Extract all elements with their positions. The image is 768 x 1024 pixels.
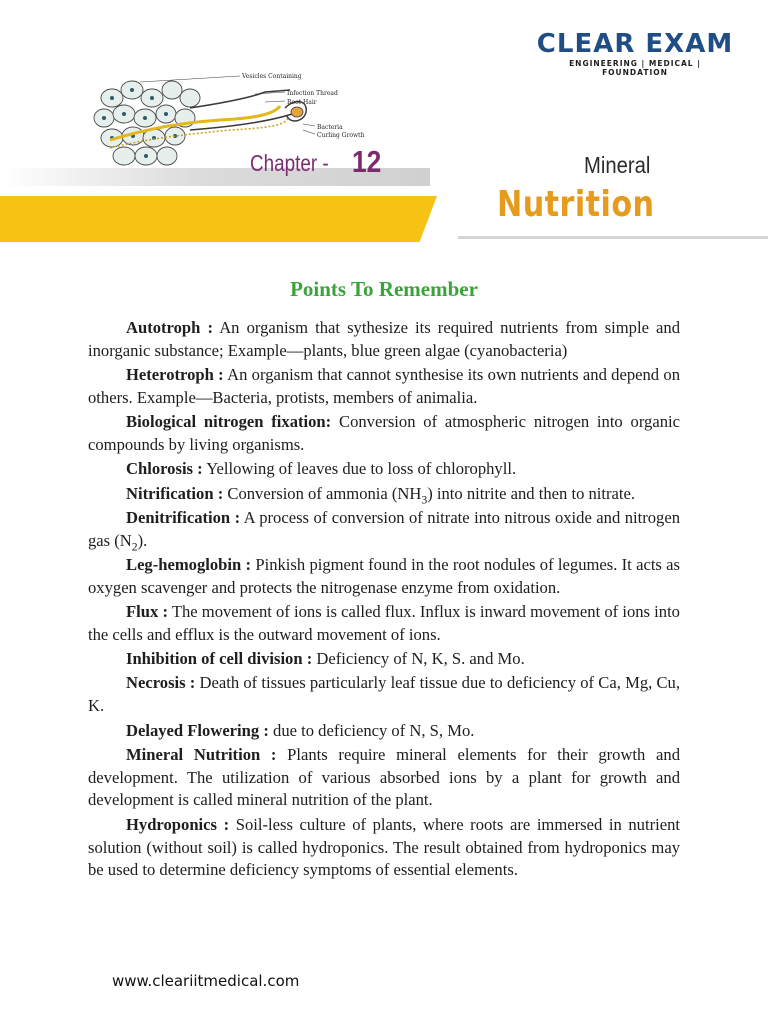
definition-term: Flux :	[126, 602, 168, 622]
definition-item	[88, 648, 680, 671]
definition-item	[88, 483, 680, 506]
definition-term: Necrosis :	[126, 673, 196, 693]
footer-website-link[interactable]: www.cleariitmedical.com	[112, 972, 300, 990]
subscript: 3	[421, 492, 428, 506]
definition-text: ) into nitrite and then to nitrate.	[427, 483, 636, 503]
chapter-title-line-1: Mineral	[584, 152, 651, 178]
chapter-label: Chapter -	[250, 150, 329, 176]
definition-text: Death of tissues particularly leaf tissue due to deficiency of Ca, Mg, Cu, K.	[88, 673, 680, 716]
definition-term: Leg-hemoglobin :	[126, 554, 252, 574]
definition-term: Inhibition of cell division :	[126, 649, 313, 669]
definition-text: An organism that cannot synthesise its own nutrients and depend on others. Example—Bacteria, protists, members of animalia.	[88, 365, 680, 407]
definition-term: Hydroponics :	[126, 814, 230, 834]
definition-item	[88, 672, 680, 718]
chapter-title-line-2: Nutrition	[497, 184, 655, 225]
illustration-label: Infection Thread	[287, 90, 338, 97]
definition-item	[88, 720, 680, 743]
definition-text: Conversion of ammonia (NH	[223, 483, 422, 503]
definition-item	[88, 411, 680, 457]
definition-item	[88, 601, 680, 647]
illustration-label: Curling Growth	[317, 132, 365, 139]
chapter-number: 12	[352, 144, 382, 179]
definition-text: Plants require mineral elements for their growth and development. The utilization of various absorbed ions by a plant for growth and development is called mineral nutrition of the plant.	[88, 744, 680, 810]
subscript: 2	[131, 539, 138, 553]
definition-text: Pinkish pigment found in the root nodules of legumes. It acts as oxygen scavenger and protects the nitrogenase enzyme from oxidation.	[88, 554, 680, 597]
definition-text: ).	[137, 530, 148, 550]
definition-text: Yellowing of leaves due to loss of chlorophyll.	[202, 459, 517, 479]
definition-term: Mineral Nutrition :	[126, 744, 277, 764]
illustration-label: Vesicles Containing	[242, 73, 302, 80]
definition-term: Biological nitrogen fixation:	[126, 412, 332, 432]
definition-item	[88, 317, 680, 363]
definition-text: due to deficiency of N, S, Mo.	[268, 720, 475, 740]
header-yellow-band	[0, 196, 437, 242]
section-heading: Points To Remember	[290, 277, 478, 301]
logo-tagline: ENGINEERING | MEDICAL | FOUNDATION	[569, 59, 701, 77]
definition-item	[88, 458, 680, 481]
definition-term: Chlorosis :	[126, 459, 203, 479]
definition-text: A process of conversion of nitrate into nitrous oxide and nitrogen gas (N	[88, 507, 680, 550]
definition-term: Denitrification :	[126, 507, 241, 527]
brand-logo	[536, 30, 734, 77]
definition-item	[88, 814, 680, 882]
definition-term: Delayed Flowering :	[126, 720, 269, 740]
definition-term: Heterotroph :	[126, 365, 224, 385]
illustration-label: Bacteria	[317, 124, 343, 131]
definition-item	[88, 744, 680, 812]
definition-term: Nitrification :	[126, 483, 224, 503]
definition-text: Deficiency of N, K, S. and Mo.	[312, 649, 525, 669]
logo-wordmark: CLEAR EXAM	[536, 29, 734, 59]
definition-item	[88, 364, 680, 410]
definition-text: The movement of ions is called flux. Influx is inward movement of ions into the cells and efflux is the outward movement of ions.	[88, 602, 680, 644]
title-divider	[458, 236, 768, 239]
definition-item	[88, 554, 680, 600]
definition-text: An organism that sythesize its required nutrients from simple and inorganic substance; Example—plants, blue green algae (cyanobacteria)	[88, 318, 680, 360]
definition-term: Autotroph :	[126, 318, 214, 337]
definition-text: Soil-less culture of plants, where roots are immersed in nutrient solution (without soil) is called hydroponics. The result obtained from hydroponics may be used to determine deficiency symptoms of essential elements.	[88, 814, 681, 880]
illustration-label: Root Hair	[287, 99, 317, 106]
definitions-list	[88, 317, 680, 884]
chapter-marker	[250, 144, 382, 179]
definition-item	[88, 507, 680, 553]
definition-text: Conversion of atmospheric nitrogen into organic compounds by living organisms.	[88, 412, 680, 454]
